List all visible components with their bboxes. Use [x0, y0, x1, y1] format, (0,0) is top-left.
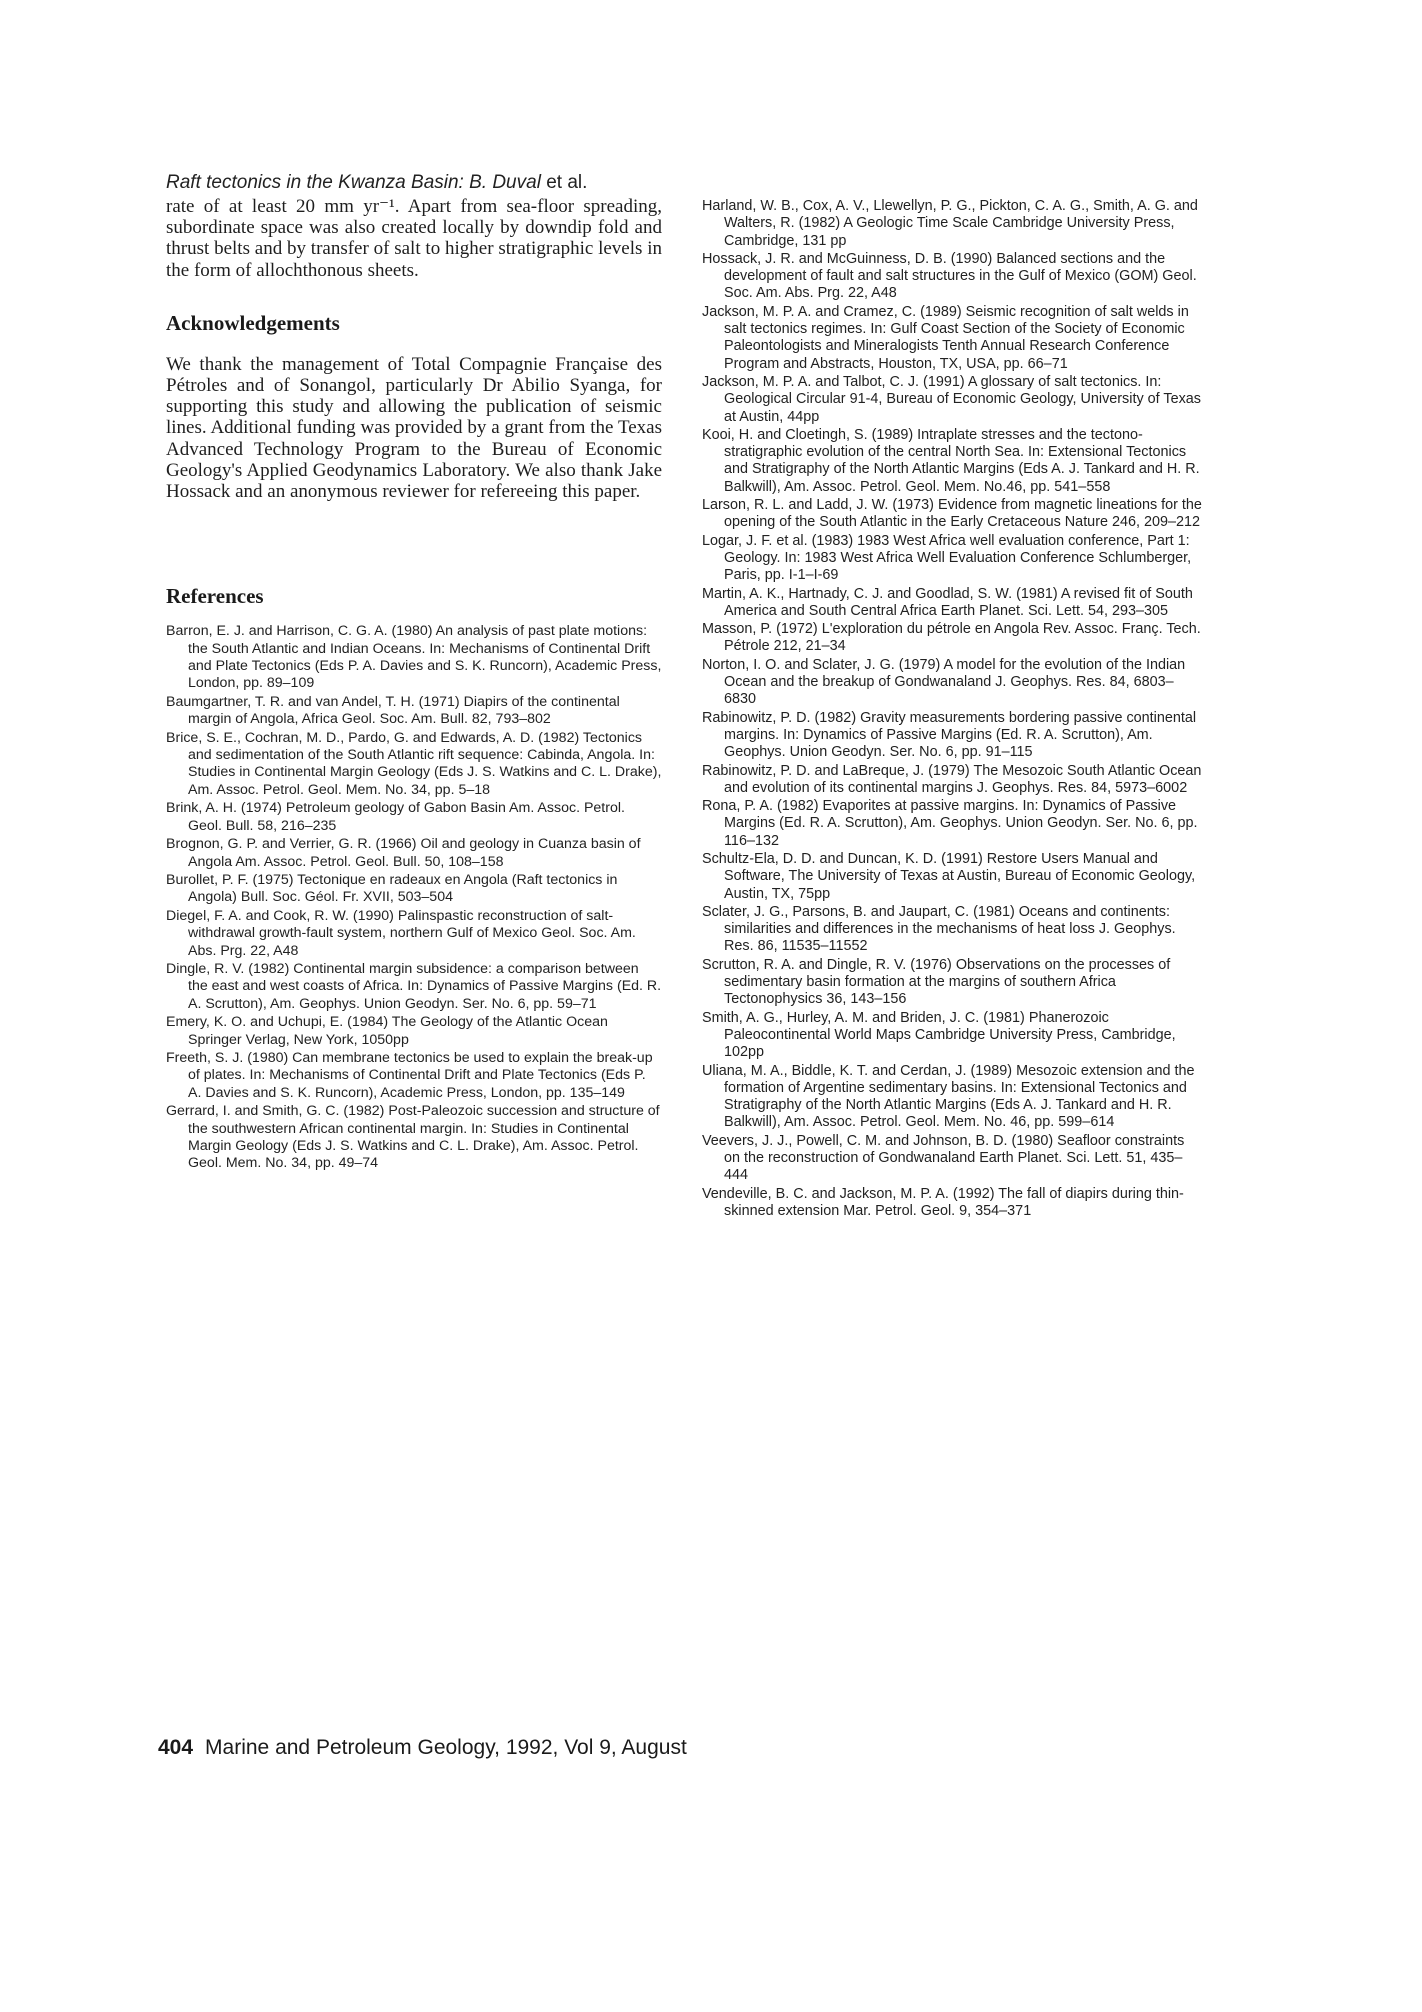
reference-entry: Burollet, P. F. (1975) Tectonique en radeaux en Angola (Raft tectonics in Angola) Bull. Soc. Géol. Fr. XVII, 503–504 [166, 871, 618, 906]
reference-entry: Harland, W. B., Cox, A. V., Llewellyn, P. G., Pickton, C. A. G., Smith, A. G. and Walters, R. (1982) A Geologic Time Scale Cambridge University Press, Cambridge, 131 pp [702, 198, 1198, 249]
reference-entry: Dingle, R. V. (1982) Continental margin subsidence: a comparison between the east and west coasts of Africa. In: Dynamics of Passive Margins (Ed. R. A. Scrutton), Am. Geophys. Union Geodyn. Ser. No. 6, pp. 59–71 [166, 960, 662, 1012]
reference-entry: Schultz-Ela, D. D. and Duncan, K. D. (1991) Restore Users Manual and Software, The University of Texas at Austin, Bureau of Economic Geology, Austin, TX, 75pp [702, 850, 1196, 902]
reference-entry: Barron, E. J. and Harrison, C. G. A. (1980) An analysis of past plate motions: the South Atlantic and Indian Oceans. In: Mechanisms of Continental Drift and Plate Tectonics (Eds P. A. Davies and S. K. Runcorn), Academic Press, London, pp. 89–109 [166, 623, 662, 692]
reference-entry: Rabinowitz, P. D. (1982) Gravity measurements bordering passive continental margins. In: Dynamics of Passive Margins (Ed. R. A. Scrutton), Am. Geophys. Union Geodyn. Ser. No. 6, pp. 91–115 [702, 709, 1197, 761]
reference-entry: Larson, R. L. and Ladd, J. W. (1973) Evidence from magnetic lineations for the opening of the South Atlantic in the Early Cretaceous Nature 246, 209–212 [702, 497, 1202, 531]
reference-entry: Veevers, J. J., Powell, C. M. and Johnson, B. D. (1980) Seafloor constraints on the reconstruction of Gondwanaland Earth Planet. Sci. Lett. 51, 435–444 [702, 1132, 1185, 1184]
reference-entry: Baumgartner, T. R. and van Andel, T. H. (1971) Diapirs of the continental margin of Angola, Africa Geol. Soc. Am. Bull. 82, 793–802 [166, 693, 620, 728]
page-number: 404 [158, 1736, 194, 1759]
references-list-right [702, 198, 1202, 1220]
reference-entry: Brink, A. H. (1974) Petroleum geology of Gabon Basin Am. Assoc. Petrol. Geol. Bull. 58, 216–235 [166, 800, 625, 834]
right-column [702, 198, 1202, 1221]
reference-entry: Emery, K. O. and Uchupi, E. (1984) The Geology of the Atlantic Ocean Springer Verlag, New York, 1050pp [166, 1014, 608, 1048]
reference-entry: Masson, P. (1972) L'exploration du pétrole en Angola Rev. Assoc. Franç. Tech. Pétrole 212, 21–34 [702, 621, 1201, 655]
acknowledgements-text: We thank the management of Total Compagnie Française des Pétroles and of Sonangol, particularly Dr Abilio Syanga, for supporting this study and allowing the publication of seismic lines. Additional funding was provided by a grant from the Texas Advanced Technology Program to the Bureau of Economic Geology's Applied Geodynamics Laboratory. We also thank Jake Hossack and an anonymous reviewer for refereeing this paper. [166, 353, 662, 503]
reference-entry: Brice, S. E., Cochran, M. D., Pardo, G. and Edwards, A. D. (1982) Tectonics and sedimentation of the South Atlantic rift sequence: Cabinda, Angola. In: Studies in Continental Margin Geology (Eds J. S. Watkins and C. L. Drake), Am. Assoc. Petrol. Geol. Mem. No. 34, pp. 5–18 [166, 729, 662, 798]
acknowledgements-heading: Acknowledgements [166, 310, 340, 335]
references-heading: References [166, 584, 264, 609]
reference-entry: Jackson, M. P. A. and Talbot, C. J. (1991) A glossary of salt tectonics. In: Geological Circular 91-4, Bureau of Economic Geology, University of Texas at Austin, 44pp [702, 373, 1201, 425]
running-head-etal: et al. [540, 172, 588, 193]
reference-entry: Kooi, H. and Cloetingh, S. (1989) Intraplate stresses and the tectono-stratigraphic evolution of the central North Sea. In: Extensional Tectonics and Stratigraphy of the North Atlantic Margins (Eds A. J. Tankard and H. R. Balkwill), Am. Assoc. Petrol. Geol. Mem. No.46, pp. 541–558 [702, 426, 1200, 495]
reference-entry: Rona, P. A. (1982) Evaporites at passive margins. In: Dynamics of Passive Margins (Ed. R. A. Scrutton), Am. Geophys. Union Geodyn. Ser. No. 6, pp. 116–132 [702, 798, 1198, 849]
reference-entry: Jackson, M. P. A. and Cramez, C. (1989) Seismic recognition of salt welds in salt tectonics regimes. In: Gulf Coast Section of the Society of Economic Paleontologists and Mineralogists Tenth Annual Research Conference Program and Abstracts, Houston, TX, USA, pp. 66–71 [702, 303, 1189, 372]
running-head-author: B. Duval [469, 172, 541, 193]
reference-entry: Scrutton, R. A. and Dingle, R. V. (1976) Observations on the processes of sedimentary basin formation at the margins of southern Africa Tectonophysics 36, 143–156 [702, 956, 1171, 1008]
journal-citation: Marine and Petroleum Geology, 1992, Vol 9, August [205, 1736, 687, 1759]
running-head [166, 172, 686, 194]
reference-entry: Smith, A. G., Hurley, A. M. and Briden, J. C. (1981) Phanerozoic Paleocontinental World Maps Cambridge University Press, Cambridge, 102pp [702, 1009, 1176, 1061]
reference-entry: Diegel, F. A. and Cook, R. W. (1990) Palinspastic reconstruction of salt-withdrawal growth-fault system, northern Gulf of Mexico Geol. Soc. Am. Abs. Prg. 22, A48 [166, 907, 636, 959]
reference-entry: Freeth, S. J. (1980) Can membrane tectonics be used to explain the break-up of plates. In: Mechanisms of Continental Drift and Plate Tectonics (Eds P. A. Davies and S. K. Runcorn), Academic Press, London, pp. 135–149 [166, 1049, 653, 1101]
intro-paragraph: rate of at least 20 mm yr⁻¹. Apart from sea-floor spreading, subordinate space was also created locally by downdip fold and thrust belts and by transfer of salt to higher stratigraphic levels in the form of allochthonous sheets. [166, 196, 662, 281]
reference-entry: Norton, I. O. and Sclater, J. G. (1979) A model for the evolution of the Indian Ocean and the breakup of Gondwanaland J. Geophys. Res. 84, 6803–6830 [702, 656, 1186, 708]
reference-entry: Rabinowitz, P. D. and LaBreque, J. (1979) The Mesozoic South Atlantic Ocean and evolution of its continental margins J. Geophys. Res. 84, 5973–6002 [702, 762, 1202, 796]
reference-entry: Uliana, M. A., Biddle, K. T. and Cerdan, J. (1989) Mesozoic extension and the formation of Argentine sedimentary basins. In: Extensional Tectonics and Stratigraphy of the North Atlantic Margins (Eds A. J. Tankard and H. R. Balkwill), Am. Assoc. Petrol. Geol. Mem. No. 46, pp. 599–614 [702, 1062, 1195, 1131]
reference-entry: Sclater, J. G., Parsons, B. and Jaupart, C. (1981) Oceans and continents: similarities and differences in the mechanisms of heat loss J. Geophys. Res. 86, 11535–11552 [702, 903, 1176, 955]
reference-entry: Brognon, G. P. and Verrier, G. R. (1966) Oil and geology in Cuanza basin of Angola Am. Assoc. Petrol. Geol. Bull. 50, 108–158 [166, 836, 641, 870]
reference-entry: Martin, A. K., Hartnady, C. J. and Goodlad, S. W. (1981) A revised fit of South America and South Central Africa Earth Planet. Sci. Lett. 54, 293–305 [702, 585, 1193, 619]
left-column [166, 196, 662, 1174]
reference-entry: Gerrard, I. and Smith, G. C. (1982) Post-Paleozoic succession and structure of the southwestern African continental margin. In: Studies in Continental Margin Geology (Eds J. S. Watkins and C. L. Drake), Am. Assoc. Petrol. Geol. Mem. No. 34, pp. 49–74 [166, 1103, 660, 1172]
references-list-left [166, 623, 662, 1173]
page-footer [158, 1736, 687, 1760]
reference-entry: Logar, J. F. et al. (1983) 1983 West Africa well evaluation conference, Part 1: Geology. In: 1983 West Africa Well Evaluation Conference Schlumberger, Paris, pp. I-1–I-69 [702, 532, 1192, 584]
reference-entry: Hossack, J. R. and McGuinness, D. B. (1990) Balanced sections and the development of fault and salt structures in the Gulf of Mexico (GOM) Geol. Soc. Am. Abs. Prg. 22, A48 [702, 250, 1197, 302]
running-head-title: Raft tectonics in the Kwanza Basin: [166, 172, 470, 193]
reference-entry: Vendeville, B. C. and Jackson, M. P. A. (1992) The fall of diapirs during thin-skinned extension Mar. Petrol. Geol. 9, 354–371 [702, 1185, 1184, 1219]
